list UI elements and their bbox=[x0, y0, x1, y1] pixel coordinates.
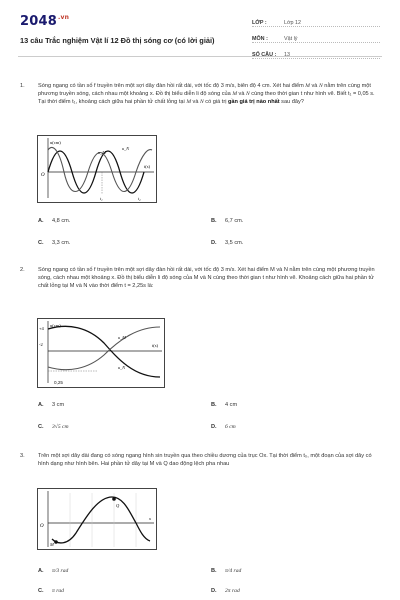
question-number: 1. bbox=[20, 83, 25, 89]
option-value: 3,5 cm. bbox=[225, 240, 244, 246]
option-label: A. bbox=[38, 218, 44, 224]
point-q bbox=[112, 497, 116, 501]
curve-label-m: u_M bbox=[98, 150, 106, 155]
option-label: A. bbox=[38, 402, 44, 408]
text-part: và bbox=[190, 99, 201, 105]
text-part: Sóng ngang có tần số f truyền trên một sợi dây đàn hồi rất dài, với tốc độ 3 m/s, biên độ 4 cm. Xét hai điểm bbox=[38, 83, 306, 89]
option-a[interactable] bbox=[38, 218, 70, 224]
y-axis-label: u(cm) bbox=[50, 140, 61, 145]
text-part: M bbox=[305, 83, 310, 89]
curve-label-n: u_N bbox=[118, 365, 125, 370]
text-part: N bbox=[318, 83, 323, 89]
option-value: 3√5 cm bbox=[52, 424, 69, 430]
option-label: B. bbox=[211, 218, 217, 224]
y-axis-label: u(cm) bbox=[50, 323, 61, 328]
option-label: C. bbox=[38, 240, 44, 246]
text-part: và bbox=[236, 91, 247, 97]
option-value: π/4 rad bbox=[225, 568, 242, 574]
option-value: 3 cm bbox=[52, 402, 65, 408]
info-value: Lớp 12 bbox=[284, 20, 302, 26]
option-label: C. bbox=[38, 424, 44, 430]
text-part: nằm trên cùng một phương truyền sóng, cách nhau một khoảng x. Đồ thị biểu diễn li độ sóng của bbox=[38, 83, 371, 97]
site-logo[interactable] bbox=[20, 14, 69, 29]
question-2 bbox=[20, 266, 380, 290]
option-value: π/3 rad bbox=[52, 568, 69, 574]
question-1 bbox=[20, 82, 380, 106]
option-c[interactable] bbox=[38, 240, 70, 246]
point-m bbox=[54, 540, 58, 544]
option-d[interactable] bbox=[211, 588, 240, 594]
label-q: Q bbox=[116, 503, 120, 508]
option-c[interactable] bbox=[38, 588, 64, 594]
wave-n bbox=[48, 327, 160, 370]
x-tick-label: 0,25 bbox=[54, 380, 63, 385]
y-tick-top: +4 bbox=[39, 326, 44, 331]
option-label: B. bbox=[211, 402, 217, 408]
y-tick-mid: -2 bbox=[39, 342, 43, 347]
option-value: π rad bbox=[52, 588, 64, 594]
question-3 bbox=[20, 452, 380, 468]
curve-label-m: u_M bbox=[118, 335, 126, 340]
option-value: 6,7 cm. bbox=[225, 218, 244, 224]
origin-label: O bbox=[40, 524, 44, 529]
option-value: 2π rad bbox=[225, 588, 240, 594]
figure-q3-graph bbox=[37, 488, 157, 550]
option-label: B. bbox=[211, 568, 217, 574]
info-label: MÔN : bbox=[252, 36, 268, 42]
info-row-subject bbox=[252, 31, 380, 43]
x-axis-label: x bbox=[149, 516, 151, 521]
info-value: 13 bbox=[284, 52, 290, 58]
text-part: N bbox=[246, 91, 250, 97]
option-c[interactable] bbox=[38, 424, 69, 430]
origin-label: O bbox=[41, 173, 45, 178]
emphasis-text: gần giá trị nào nhất bbox=[228, 99, 280, 105]
tick-label-t1: t₁ bbox=[100, 196, 103, 201]
label-m: M bbox=[50, 542, 54, 547]
question-number: 3. bbox=[20, 453, 25, 459]
header-divider bbox=[18, 56, 382, 57]
info-row-count bbox=[252, 47, 380, 59]
option-a[interactable] bbox=[38, 402, 64, 408]
info-label: LỚP : bbox=[252, 20, 267, 26]
option-b[interactable] bbox=[211, 568, 241, 574]
option-value: 4,8 cm. bbox=[52, 218, 71, 224]
text-part: và bbox=[309, 83, 319, 89]
option-value: 6 cm bbox=[225, 424, 236, 430]
option-label: D. bbox=[211, 424, 217, 430]
info-value: Vật lý bbox=[284, 36, 298, 42]
question-text bbox=[38, 82, 380, 106]
option-d[interactable] bbox=[211, 424, 236, 430]
text-part: M bbox=[232, 91, 237, 97]
question-number: 2. bbox=[20, 267, 25, 273]
logo-text: 2048 bbox=[20, 14, 57, 29]
option-label: C. bbox=[38, 588, 44, 594]
document-title: 13 câu Trắc nghiệm Vật lí 12 Đồ thị sóng cơ (có lời giải) bbox=[20, 36, 215, 45]
tick-label-t2: t₂ bbox=[138, 196, 141, 201]
grid-lines bbox=[70, 493, 136, 547]
curve-label-n: u_N bbox=[122, 146, 129, 151]
option-value: 4 cm bbox=[225, 402, 238, 408]
text-part: cùng theo thời gian t như hình vẽ. Biết t₁ = 0,05 s. Tại thời điểm t₁, khoảng cách giữa hai phần tử chất lỏng tại bbox=[38, 91, 375, 105]
x-axis-label: t(s) bbox=[152, 343, 158, 348]
text-part: sau đây? bbox=[279, 99, 304, 105]
question-text: Trên một sợi dây dài đang có sóng ngang hình sin truyền qua theo chiều dương của trục Ox. Tại thời điểm t₀, một đoạn của sợi dây có hình dạng như hình bên. Hai phần tử dây tại M và Q dao động lệch pha nhau bbox=[38, 453, 372, 467]
option-label: D. bbox=[211, 240, 217, 246]
text-part: N bbox=[200, 99, 204, 105]
text-part: M bbox=[186, 99, 191, 105]
question-text: Sóng ngang có tần số f truyền trên một sợi dây đàn hồi rất dài, với tốc độ 3 m/s. Xét hai điểm M và N nằm trên cùng một phương truyền sóng, cách nhau một khoảng x. Đồ thị biểu diễn li độ sóng của M và N cùng theo thời gian t như hình vẽ. Khoảng cách giữa hai phần tử chất lỏng tại M và N vào thời điểm t = 2,25s là: bbox=[38, 267, 375, 289]
info-label: SỐ CÂU : bbox=[252, 52, 277, 58]
figure-q1-graph bbox=[37, 135, 157, 203]
option-b[interactable] bbox=[211, 218, 243, 224]
option-value: 3,3 cm. bbox=[52, 240, 71, 246]
option-label: A. bbox=[38, 568, 44, 574]
option-d[interactable] bbox=[211, 240, 243, 246]
string-shape bbox=[52, 497, 150, 543]
logo-suffix: .vn bbox=[57, 14, 70, 21]
info-row-class bbox=[252, 15, 380, 27]
option-b[interactable] bbox=[211, 402, 237, 408]
text-part: có giá trị bbox=[203, 99, 228, 105]
option-label: D. bbox=[211, 588, 217, 594]
figure-q2-graph bbox=[37, 318, 165, 388]
option-a[interactable] bbox=[38, 568, 68, 574]
x-axis-label: t(s) bbox=[144, 164, 150, 169]
